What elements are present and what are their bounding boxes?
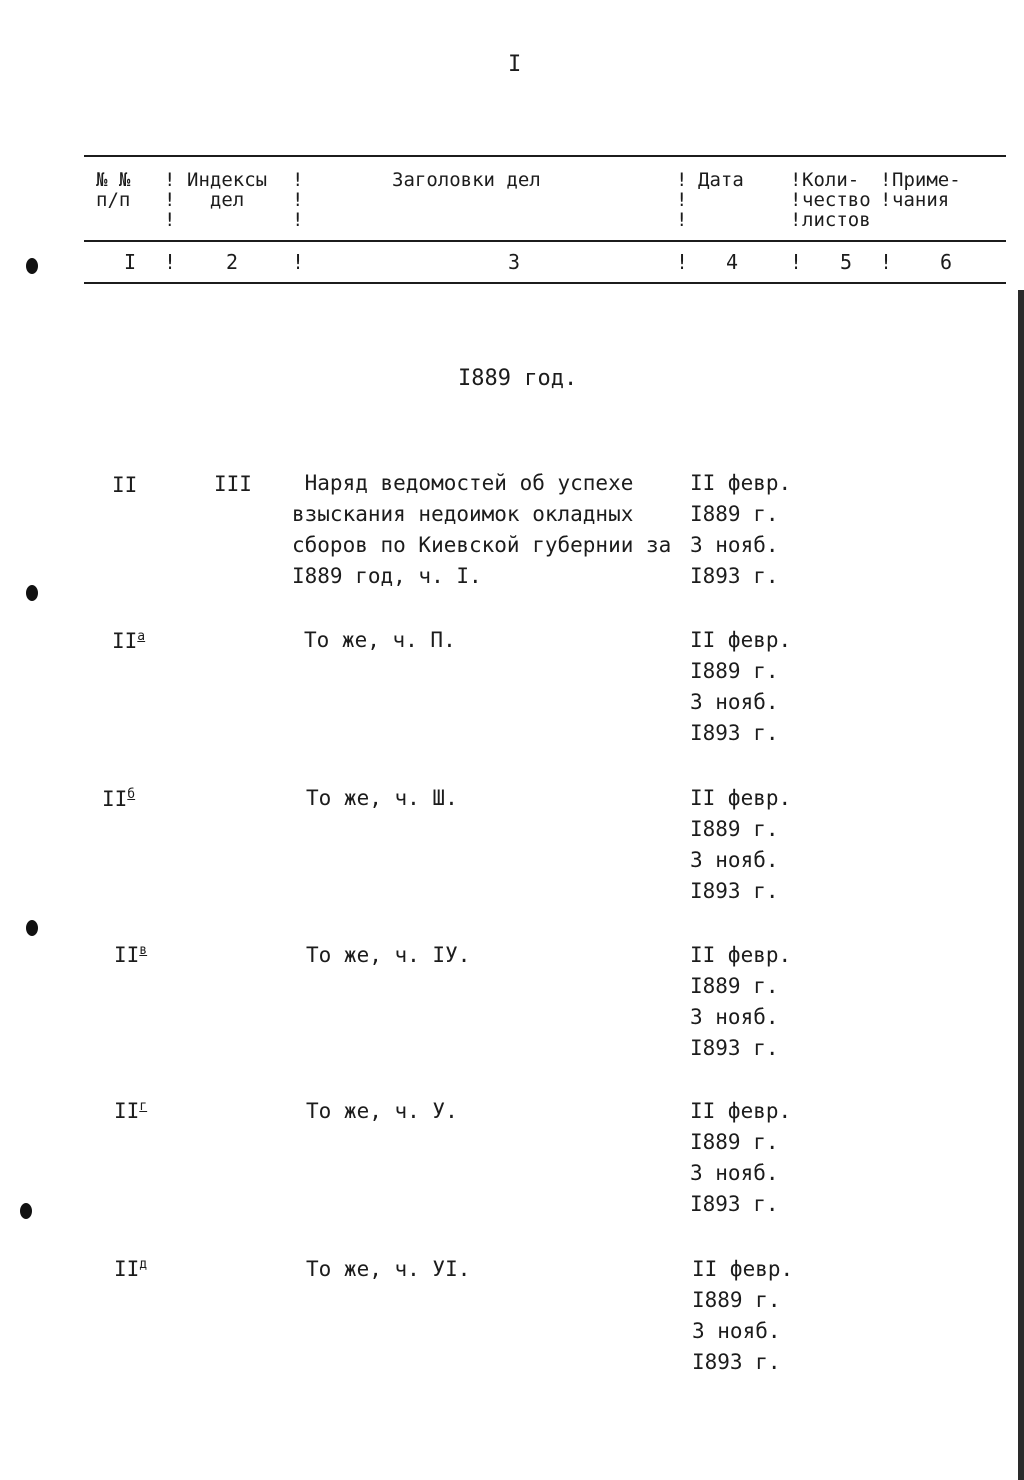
column-separator: ! [676, 250, 689, 274]
column-separator: ! [880, 250, 893, 274]
page-number: I [508, 52, 522, 77]
binder-hole-icon [20, 1203, 32, 1219]
entry-title: То же, ч. П. [304, 628, 456, 652]
header-separator: ! ! [880, 169, 892, 211]
header-col-title: Заголовки дел [392, 169, 541, 191]
entry-date: II февр. I889 г. 3 нояб. I893 г. [690, 1099, 792, 1216]
year-heading: I889 год. [458, 366, 578, 391]
header-col-sheets: Коли- чество листов [802, 169, 871, 231]
entry-number: $II^д$ [114, 1257, 148, 1281]
entry-title: То же, ч. У. [306, 1099, 458, 1123]
column-separator: ! [292, 250, 305, 274]
header-separator: ! ! ! [292, 169, 304, 231]
entry-index: III [214, 472, 252, 496]
entry-title: Наряд ведомостей об успехе взыскания недоимок окладных сборов по Киевской губернии за I889 год, ч. I. [292, 471, 672, 588]
entry-number: $II^б$ [102, 787, 136, 811]
entry-title: То же, ч. УI. [306, 1257, 471, 1281]
column-number-1: I [124, 250, 137, 274]
entry-date: II февр. I889 г. 3 нояб. I893 г. [690, 943, 792, 1060]
header-top-rule [84, 155, 1006, 157]
column-number-4: 4 [726, 250, 739, 274]
binder-hole-icon [26, 585, 38, 601]
header-separator: ! ! ! [676, 169, 688, 231]
header-col-date: Дата [698, 169, 744, 191]
header-col-notes: Приме- чания [892, 169, 961, 211]
entry-title: То же, ч. IУ. [306, 943, 471, 967]
entry-number: $II^а$ [112, 629, 146, 653]
header-bottom-rule [84, 282, 1006, 284]
column-separator: ! [164, 250, 177, 274]
header-col-number: № № п/п [96, 169, 131, 211]
header-col-index: Индексы дел [187, 169, 268, 211]
column-separator: ! [790, 250, 803, 274]
column-number-5: 5 [840, 250, 853, 274]
column-number-2: 2 [226, 250, 239, 274]
entry-date: II февр. I889 г. 3 нояб. I893 г. [690, 471, 792, 588]
entry-date: II февр. I889 г. 3 нояб. I893 г. [692, 1257, 794, 1374]
header-mid-rule [84, 240, 1006, 242]
header-separator: ! ! ! [164, 169, 176, 231]
column-number-3: 3 [508, 250, 521, 274]
header-separator: ! ! ! [790, 169, 802, 231]
entry-number: $II^г$ [114, 1099, 148, 1123]
entry-date: II февр. I889 г. 3 нояб. I893 г. [690, 628, 792, 745]
scan-edge-shadow [1018, 290, 1024, 1480]
entry-title: То же, ч. Ш. [306, 786, 458, 810]
binder-hole-icon [26, 258, 38, 274]
column-number-6: 6 [940, 250, 953, 274]
entry-date: II февр. I889 г. 3 нояб. I893 г. [690, 786, 792, 903]
entry-number: $II^в$ [114, 943, 148, 967]
binder-hole-icon [26, 920, 38, 936]
entry-number: II [112, 473, 138, 497]
